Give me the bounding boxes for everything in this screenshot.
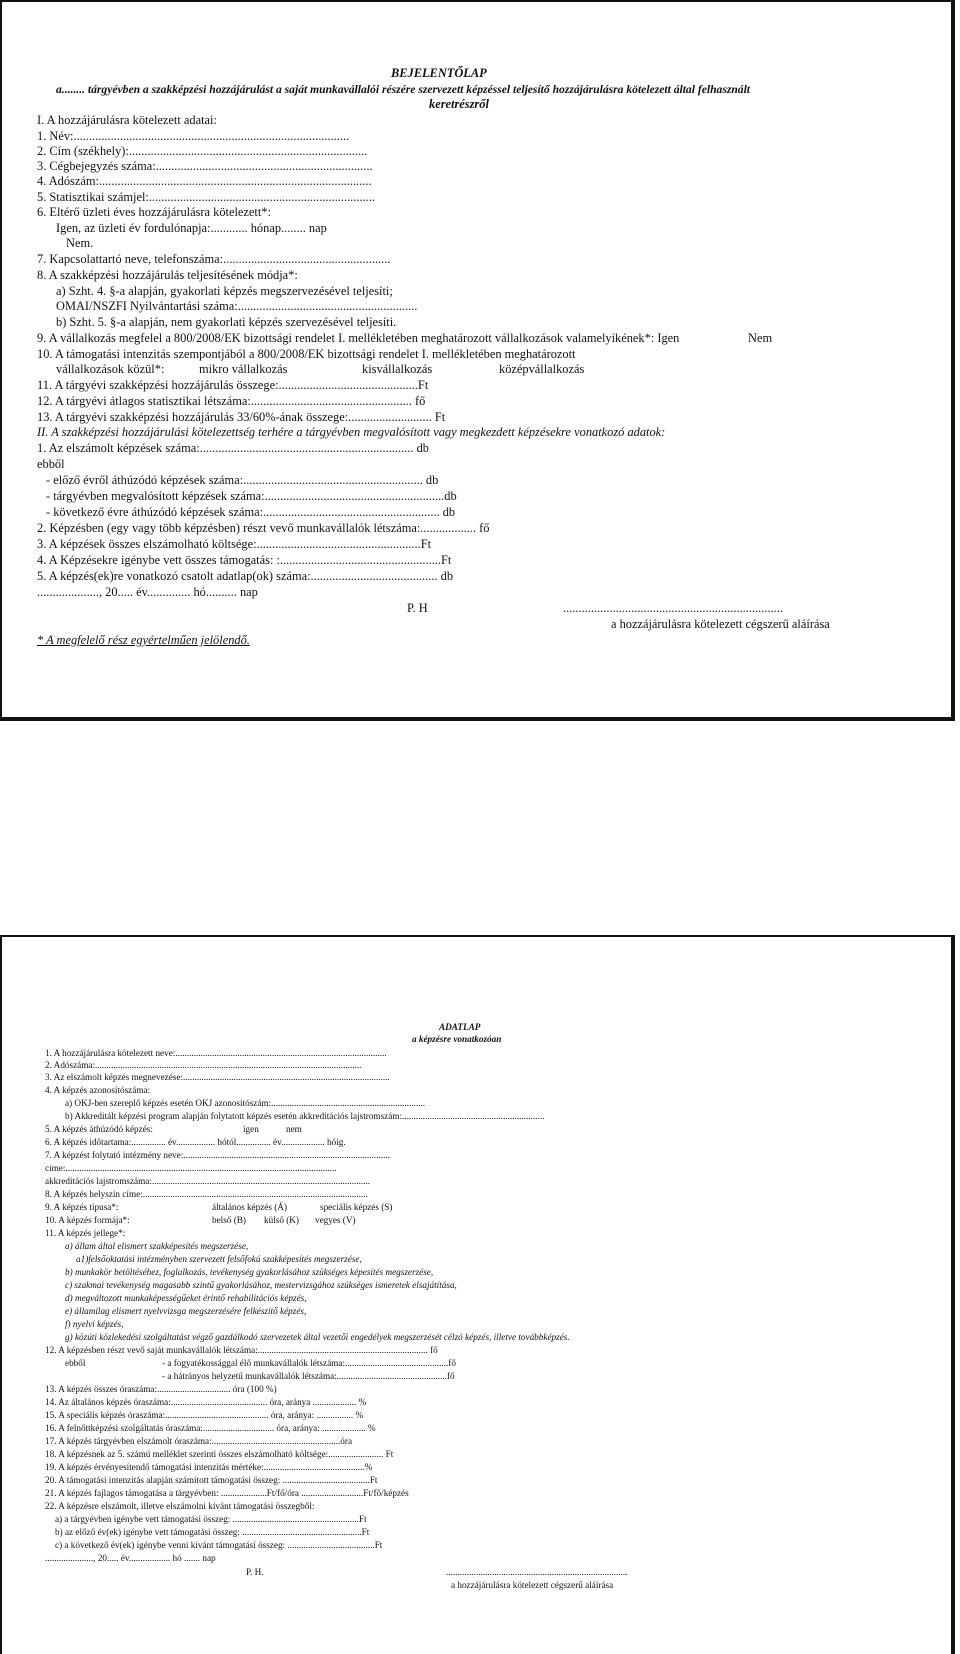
option-mixed: vegyes (V) xyxy=(315,1215,356,1225)
footnote: * A megfelelő rész egyértelműen jelölendő. xyxy=(37,633,250,647)
date-line: ...................., 20..... év.............. hó.......... nap xyxy=(37,585,258,599)
option-internal: belső (B) xyxy=(212,1215,246,1225)
adatlap-field-4b: b) Akkreditált képzési program alapján folytatott képzés esetén akkreditációs lajstromszám:.............................................................. xyxy=(65,1111,545,1121)
option-small-enterprise: kisvállalkozás xyxy=(362,362,433,376)
option-medium-enterprise: középvállalkozás xyxy=(499,362,585,376)
adatlap-field-11d: d) megváltozott munkaképességűeket érintő rehabilitációs képzés, xyxy=(65,1293,307,1303)
adatlap-field-12-disabled: - a fogyatékossággal élő munkavállalók létszáma:.............................................fő xyxy=(162,1358,456,1368)
field-address: 2. Cím (székhely):............................................................................. xyxy=(37,144,368,158)
adatlap-field-20: 20. A támogatási intenzitás alapján számított támogatási összeg: ......................................Ft xyxy=(45,1475,378,1485)
adatlap-field-11: 11. A képzés jellege*: xyxy=(45,1228,126,1238)
adatlap-field-1: 1. A hozzájárulásra kötelezett neve:............................................................................................ xyxy=(45,1048,387,1058)
field-trainings-count: 1. Az elszámolt képzések száma:..................................................................... db xyxy=(37,441,429,455)
field-next-year-trainings: - következő évre áthúzódó képzések száma:......................................................... db xyxy=(46,505,456,519)
field-omai-number: OMAI/NSZFI Nyilvántartási száma:.......................................................... xyxy=(56,299,418,313)
adatlap-field-12-disadvantaged: - a hátrányos helyzetű munkavállalók létszáma:................................................fő xyxy=(162,1371,455,1381)
adatlap-field-22c: c) a következő év(ek) igénybe venni kívánt támogatási összeg: ......................................Ft xyxy=(55,1540,383,1550)
adatlap-field-13: 13. A képzés összes óraszáma:................................ óra (100 %) xyxy=(45,1384,277,1394)
option-business-year-yes: Igen, az üzleti év fordulónapja:............ hónap........ nap xyxy=(56,221,327,235)
label-of-which: ebből xyxy=(37,457,65,471)
stamp-ph: P. H xyxy=(407,601,428,615)
adatlap-signature-dots: ............................................................................... xyxy=(446,1567,628,1577)
adatlap-field-3: 3. Az elszámolt képzés megnevezése:.......................................................................................... xyxy=(45,1072,390,1082)
field-q10-intensity: 10. A támogatási intenzitás szempontjából a 800/2008/EK bizottsági rendelet I. mellékletében meghatározott xyxy=(37,347,576,361)
option-micro-enterprise: mikro vállalkozás xyxy=(199,362,288,376)
field-total-support: 4. A Képzésekre igénybe vett összes támogatás: :....................................................Ft xyxy=(37,553,452,567)
field-attached-datasheets: 5. A képzés(ek)re vonatkozó csatolt adatlap(ok) száma:......................................... db xyxy=(37,569,454,583)
field-company-registration: 3. Cégbejegyzés száma:...................................................................... xyxy=(37,159,373,173)
adatlap-field-5: 5. A képzés áthúzódó képzés: xyxy=(45,1124,153,1134)
adatlap-field-22: 22. A képzésre elszámolt, illetve elszámolni kívánt támogatási összegből: xyxy=(45,1501,315,1511)
adatlap-field-11c: c) szakmai tevékenység magasabb szintű gyakorlásához, mestervizsgához szükséges ismeretek elsajátítása, xyxy=(65,1280,457,1290)
bejelento-subtitle-line1: a........ tárgyévben a szakképzési hozzájárulást a saját munkavállalói részére szervezett képzéssel teljesítő hozzájárulásra kötelezett által felhasznált xyxy=(56,83,751,96)
adatlap-field-12: 12. A képzésben részt vevő saját munkavállalók létszáma:.......................................................................... fő xyxy=(45,1345,438,1355)
adatlap-field-15: 15. A speciális képzés óraszáma:............................................. óra, aránya: ................ % xyxy=(45,1410,364,1420)
field-q10-label: vállalkozások közül*: xyxy=(56,362,165,376)
adatlap-subtitle: a képzésre vonatkozóan xyxy=(412,1034,502,1044)
adatlap-field-17: 17. A képzés tárgyévben elszámolt óraszáma:........................................................óra xyxy=(45,1436,353,1446)
adatlap-field-11a1: a1)felsőoktatási intézményben szervezett felsőfokú szakképesítés megszerzése, xyxy=(76,1254,362,1264)
field-q11-contribution: 11. A tárgyévi szakképzési hozzájárulás összege:.............................................Ft xyxy=(37,378,429,392)
adatlap-field-18: 18. A képzésnek az 5. számú melléklet szerinti összes elszámolható költsége:........................ Ft xyxy=(45,1449,394,1459)
section-2-title: II. A szakképzési hozzájárulási kötelezettség terhére a tárgyévben megvalósított vagy megkezdett képzésekre vonatkozó adatok: xyxy=(37,425,666,439)
adatlap-field-11b: b) munkakör betöltéséhez, foglalkozás, tevékenység gyakorlásához szükséges képesítés megszerzése, xyxy=(65,1267,434,1277)
field-eligible-cost: 3. A képzések összes elszámolható költsége:.....................................................Ft xyxy=(37,537,432,551)
adatlap-signature-label: a hozzájárulásra kötelezett cégszerű aláírása xyxy=(451,1580,614,1590)
adatlap-field-7: 7. A képzést folytató intézmény neve:.......................................................................................... xyxy=(45,1150,391,1160)
option-business-year-no: Nem. xyxy=(66,236,94,250)
adatlap-field-21: 21. A képzés fajlagos támogatása a tárgyévben: ....................Ft/fő/óra ...........................Ft/fő/képzés xyxy=(45,1488,409,1498)
field-tax-number: 4. Adószám:........................................................................................ xyxy=(37,174,372,188)
field-q13-share: 13. A tárgyévi szakképzési hozzájárulás 33/60%-ának összege:........................... Ft xyxy=(37,410,446,424)
adatlap-field-11g: g) közúti közlekedési szolgáltatást végző gazdálkodó szervezetek által vezetői engedélyek megszerzését célzó képzés, illetve továbbképzés. xyxy=(65,1332,570,1342)
adatlap-field-10: 10. A képzés formája*: xyxy=(45,1215,130,1225)
adatlap-date-line: ....................., 20..... év.................. hó ....... nap xyxy=(45,1553,216,1563)
field-different-business-year: 6. Eltérő üzleti éves hozzájárulásra kötelezett*: xyxy=(37,205,271,219)
field-contact-person: 7. Kapcsolattartó neve, telefonszáma:...................................................... xyxy=(37,252,391,266)
field-participants: 2. Képzésben (egy vagy több képzésben) részt vevő munkavállalók létszáma:.................. fő xyxy=(37,521,490,535)
option-special-training: speciális képzés (S) xyxy=(320,1202,393,1212)
field-statistical-number: 5. Statisztikai számjel:......................................................................... xyxy=(37,190,375,204)
adatlap-field-12-of-which: ebből xyxy=(65,1358,86,1368)
adatlap-field-11e: e) államilag elismert nyelvvizsga megszerzésére felkészítő képzés, xyxy=(65,1306,307,1316)
option-method-b: b) Szht. 5. §-a alapján, nem gyakorlati képzés szervezésével teljesíti. xyxy=(56,315,397,329)
option-method-a: a) Szht. 4. §-a alapján, gyakorlati képzés megszervezésével teljesíti; xyxy=(56,284,393,298)
adatlap-field-9: 9. A képzés típusa*: xyxy=(45,1202,119,1212)
adatlap-field-16: 16. A felnőttképzési szolgáltatás óraszáma:............................... óra, aránya: ................... % xyxy=(45,1423,376,1433)
adatlap-field-11a: a) állam által elismert szakképesítés megszerzése, xyxy=(65,1241,249,1251)
adatlap-field-6: 6. A képzés időtartama:............... év................. hótól............... év................... hóig. xyxy=(45,1137,346,1147)
option-carryover-no: nem xyxy=(286,1124,302,1134)
adatlap-field-8: 8. A képzés helyszín címe:.................................................................................................. xyxy=(45,1189,368,1199)
adatlap-field-2: 2. Adószáma:.................................................................................................................... xyxy=(45,1060,362,1070)
bejelento-subtitle-line2: keretrészről xyxy=(429,97,489,111)
bejelento-form-page xyxy=(0,0,955,721)
field-q12-headcount: 12. A tárgyévi átlagos statisztikai létszáma:.................................................... fő xyxy=(37,394,426,408)
option-carryover-yes: igen xyxy=(243,1124,259,1134)
adatlap-field-19: 19. A képzés érvényesítendő támogatási intenzitás mértéke:............................................% xyxy=(45,1462,373,1472)
adatlap-title: ADATLAP xyxy=(439,1022,481,1032)
adatlap-field-4: 4. A képzés azonosítószáma: xyxy=(45,1085,151,1095)
field-name: 1. Név:......................................................................................... xyxy=(37,129,350,143)
option-external: külső (K) xyxy=(264,1215,299,1225)
adatlap-form-page xyxy=(0,935,955,1654)
adatlap-field-22a: a) a tárgyévben igénybe vett támogatási összeg: .......................................................Ft xyxy=(55,1514,367,1524)
section-1-title: I. A hozzájárulásra kötelezett adatai: xyxy=(37,113,217,127)
option-q9-no: Nem xyxy=(748,331,773,345)
adatlap-field-14: 14. Az általános képzés óraszáma:.......................................... óra, aránya ................... % xyxy=(45,1397,367,1407)
bejelento-title: BEJELENTŐLAP xyxy=(391,66,487,80)
signature-label: a hozzájárulásra kötelezett cégszerű aláírása xyxy=(611,617,830,631)
adatlap-field-11f: f) nyelvi képzés, xyxy=(65,1319,124,1329)
signature-dots: ....................................................................... xyxy=(563,601,783,615)
field-q9-sme: 9. A vállalkozás megfelel a 800/2008/EK bizottsági rendelet I. mellékletében meghatározott vállalkozások valamelyikének*: Igen xyxy=(37,331,680,345)
option-general-training: általános képzés (Á) xyxy=(212,1202,287,1212)
adatlap-stamp-ph: P. H. xyxy=(246,1567,264,1577)
adatlap-field-4a: a) OKJ-ben szereplő képzés esetén OKJ azonosítószám:................................................................... xyxy=(65,1098,426,1108)
field-prior-year-trainings: - előző évről áthúzódó képzések száma:.......................................................... db xyxy=(46,473,439,487)
field-fulfilment-method: 8. A szakképzési hozzájárulás teljesítésének módja*: xyxy=(37,268,298,282)
field-current-year-trainings: - tárgyévben megvalósított képzések száma:..........................................................db xyxy=(46,489,457,503)
adatlap-field-7-address: címe:...................................................................................................................... xyxy=(45,1163,337,1173)
adatlap-field-22b: b) az előző év(ek) igénybe vett támogatási összeg: ....................................................Ft xyxy=(55,1527,370,1537)
adatlap-field-7-accreditation: akkreditációs lajstromszáma:............................................................................................... xyxy=(45,1176,371,1186)
